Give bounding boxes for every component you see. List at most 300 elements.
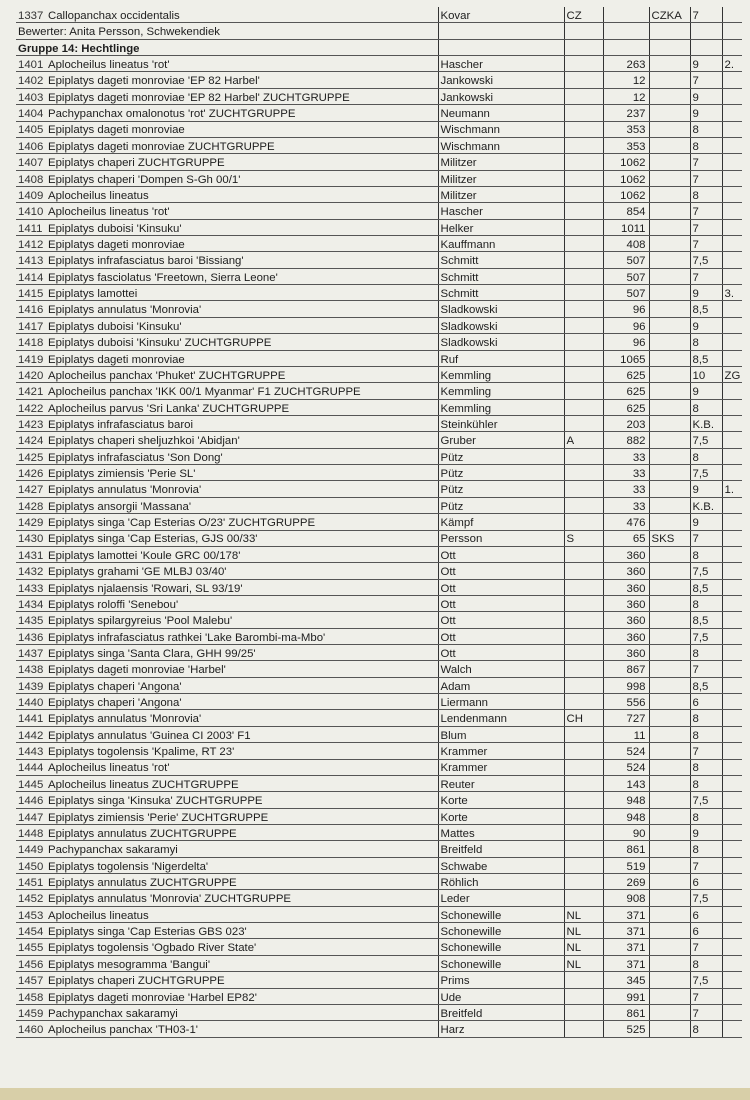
member-number-cell: 269: [603, 874, 649, 890]
species-name: Epiplatys annulatus 'Monrovia': [48, 304, 202, 317]
species-name-cell: [16, 366, 438, 382]
breeder-cell: Gruber: [438, 432, 564, 448]
table-row: [16, 1004, 742, 1020]
species-name-cell: Gruppe 14: Hechtlinge: [16, 39, 438, 55]
species-name-cell: [16, 350, 438, 366]
species-name-cell: [16, 72, 438, 88]
score-cell: 8,5: [690, 301, 722, 317]
club-cell: CZKA: [649, 7, 690, 23]
placement-cell: [722, 88, 742, 104]
species-name: Aplocheilus panchax 'IKK 00/1 Myanmar' F1 ZUCHTGRUPPE: [48, 386, 361, 399]
member-number-cell: 556: [603, 694, 649, 710]
placement-cell: [722, 874, 742, 890]
entry-number: 1408: [18, 173, 44, 186]
species-name-cell: [16, 154, 438, 170]
score-cell: 8: [690, 841, 722, 857]
species-name-cell: [16, 628, 438, 644]
table-row: [16, 939, 742, 955]
breeder-cell: Ott: [438, 612, 564, 628]
entry-number: 1421: [18, 386, 44, 399]
species-name-cell: [16, 285, 438, 301]
country-cell: [564, 628, 603, 644]
score-cell: 7: [690, 743, 722, 759]
placement-cell: [722, 350, 742, 366]
entry-number: 1434: [18, 598, 44, 611]
club-cell: [649, 890, 690, 906]
score-cell: 7,5: [690, 628, 722, 644]
placement-cell: [722, 23, 742, 39]
table-row: [16, 612, 742, 628]
country-cell: [564, 39, 603, 55]
country-cell: [564, 792, 603, 808]
score-cell: 8: [690, 137, 722, 153]
member-number-cell: 908: [603, 890, 649, 906]
species-name: Epiplatys singa 'Cap Esterias GBS 023': [48, 926, 247, 939]
score-cell: 8: [690, 334, 722, 350]
entry-number: 1403: [18, 91, 44, 104]
placement-cell: [722, 186, 742, 202]
table-row: [16, 219, 742, 235]
species-name: Aplocheilus lineatus 'rot': [48, 762, 170, 775]
score-cell: 6: [690, 906, 722, 922]
placement-cell: [722, 301, 742, 317]
species-name-cell: [16, 775, 438, 791]
score-cell: 7,5: [690, 465, 722, 481]
placement-cell: [722, 121, 742, 137]
group-title-row: [16, 39, 742, 55]
club-cell: [649, 366, 690, 382]
breeder-cell: Kemmling: [438, 366, 564, 382]
club-cell: [649, 481, 690, 497]
entry-number: 1404: [18, 108, 44, 121]
species-name: Epiplatys lamottei: [48, 288, 138, 301]
country-cell: [564, 285, 603, 301]
species-name-cell: [16, 497, 438, 513]
member-number-cell: 90: [603, 824, 649, 840]
placement-cell: [722, 530, 742, 546]
species-name: Pachypanchax omalonotus 'rot' ZUCHTGRUPPE: [48, 108, 296, 121]
score-cell: 7: [690, 203, 722, 219]
species-name: Epiplatys singa 'Kinsuka' ZUCHTGRUPPE: [48, 795, 263, 808]
species-name: Epiplatys infrafasciatus rathkei 'Lake Barombi-ma-Mbo': [48, 631, 326, 644]
table-row: [16, 56, 742, 72]
score-cell: 8: [690, 1021, 722, 1037]
placement-cell: [722, 988, 742, 1004]
member-number-cell: 1062: [603, 170, 649, 186]
member-number-cell: 237: [603, 105, 649, 121]
entry-number: 1448: [18, 827, 44, 840]
table-row: [16, 563, 742, 579]
country-cell: [564, 154, 603, 170]
placement-cell: [722, 775, 742, 791]
score-cell: 8: [690, 710, 722, 726]
table-row: [16, 595, 742, 611]
country-cell: [564, 972, 603, 988]
species-name: Epiplatys dageti monroviae 'Harbel': [48, 664, 226, 677]
species-name: Epiplatys togolensis 'Nigerdelta': [48, 860, 209, 873]
club-cell: [649, 612, 690, 628]
member-number-cell: 408: [603, 236, 649, 252]
member-number-cell: 998: [603, 677, 649, 693]
country-cell: [564, 56, 603, 72]
member-number-cell: 203: [603, 415, 649, 431]
country-cell: [564, 694, 603, 710]
club-cell: [649, 415, 690, 431]
breeder-cell: Jankowski: [438, 88, 564, 104]
member-number-cell: 507: [603, 285, 649, 301]
entry-number: 1414: [18, 271, 44, 284]
placement-cell: ZG: [722, 366, 742, 382]
breeder-cell: Walch: [438, 661, 564, 677]
club-cell: [649, 792, 690, 808]
species-name-cell: [16, 432, 438, 448]
club-cell: [649, 186, 690, 202]
country-cell: S: [564, 530, 603, 546]
country-cell: [564, 301, 603, 317]
species-name-cell: [16, 252, 438, 268]
entry-number: 1409: [18, 189, 44, 202]
breeder-cell: Jankowski: [438, 72, 564, 88]
country-cell: [564, 481, 603, 497]
member-number-cell: 507: [603, 268, 649, 284]
breeder-cell: Ude: [438, 988, 564, 1004]
species-name-cell: [16, 906, 438, 922]
breeder-cell: Adam: [438, 677, 564, 693]
club-cell: [649, 759, 690, 775]
species-name: Epiplatys infrafasciatus baroi: [48, 418, 193, 431]
species-name: Epiplatys chaperi 'Angona': [48, 680, 182, 693]
member-number-cell: 12: [603, 88, 649, 104]
club-cell: [649, 137, 690, 153]
club-cell: [649, 39, 690, 55]
species-name: Epiplatys annulatus 'Guinea CI 2003' F1: [48, 729, 251, 742]
club-cell: [649, 497, 690, 513]
placement-cell: [722, 465, 742, 481]
entry-number: 1428: [18, 500, 44, 513]
species-name: Callopanchax occidentalis: [48, 9, 180, 22]
placement-cell: [722, 1021, 742, 1037]
score-cell: 8: [690, 595, 722, 611]
species-name: Epiplatys dageti monroviae: [48, 124, 185, 137]
placement-cell: [722, 923, 742, 939]
country-cell: NL: [564, 939, 603, 955]
member-number-cell: 33: [603, 481, 649, 497]
species-name: Epiplatys njalaensis 'Rowari, SL 93/19': [48, 582, 243, 595]
member-number-cell: 96: [603, 317, 649, 333]
breeder-cell: Breitfeld: [438, 1004, 564, 1020]
placement-cell: [722, 170, 742, 186]
table-row: [16, 465, 742, 481]
member-number-cell: 360: [603, 579, 649, 595]
club-cell: [649, 56, 690, 72]
species-name-cell: [16, 1021, 438, 1037]
member-number-cell: 524: [603, 759, 649, 775]
country-cell: CZ: [564, 7, 603, 23]
member-number-cell: 371: [603, 955, 649, 971]
breeder-cell: [438, 23, 564, 39]
entry-number: 1427: [18, 484, 44, 497]
country-cell: [564, 121, 603, 137]
species-name: Epiplatys dageti monroviae 'Harbel EP82': [48, 991, 257, 1004]
table-row: [16, 448, 742, 464]
member-number-cell: 371: [603, 906, 649, 922]
table-row: [16, 252, 742, 268]
country-cell: [564, 890, 603, 906]
species-name-cell: [16, 645, 438, 661]
species-name-cell: [16, 743, 438, 759]
entry-number: 1444: [18, 762, 44, 775]
member-number-cell: 1011: [603, 219, 649, 235]
species-name: Epiplatys singa 'Cap Esterias O/23' ZUCHTGRUPPE: [48, 517, 316, 530]
country-cell: [564, 465, 603, 481]
species-name-cell: [16, 203, 438, 219]
club-cell: [649, 1004, 690, 1020]
club-cell: [649, 88, 690, 104]
table-row: [16, 792, 742, 808]
score-cell: 7: [690, 170, 722, 186]
club-cell: [649, 448, 690, 464]
table-row: [16, 497, 742, 513]
breeder-cell: Leder: [438, 890, 564, 906]
breeder-cell: Schwabe: [438, 857, 564, 873]
species-name: Epiplatys zimiensis 'Perie' ZUCHTGRUPPE: [48, 811, 269, 824]
member-number-cell: 353: [603, 121, 649, 137]
club-cell: [649, 1021, 690, 1037]
country-cell: [564, 661, 603, 677]
species-name-cell: [16, 530, 438, 546]
member-number-cell: 12: [603, 72, 649, 88]
table-row: [16, 170, 742, 186]
placement-cell: [722, 563, 742, 579]
breeder-cell: Pütz: [438, 497, 564, 513]
club-cell: [649, 334, 690, 350]
club-cell: SKS: [649, 530, 690, 546]
species-name: Epiplatys duboisi 'Kinsuku': [48, 222, 182, 235]
table-row: [16, 923, 742, 939]
member-number-cell: 371: [603, 923, 649, 939]
placement-cell: [722, 399, 742, 415]
country-cell: [564, 612, 603, 628]
results-table: [16, 7, 742, 1038]
placement-cell: [722, 219, 742, 235]
score-cell: 10: [690, 366, 722, 382]
club-cell: [649, 383, 690, 399]
species-name-cell: [16, 481, 438, 497]
entry-number: 1430: [18, 533, 44, 546]
member-number-cell: [603, 39, 649, 55]
placement-cell: 2.: [722, 56, 742, 72]
club-cell: [649, 857, 690, 873]
club-cell: [649, 563, 690, 579]
placement-cell: [722, 628, 742, 644]
entry-number: 1436: [18, 631, 44, 644]
country-cell: [564, 236, 603, 252]
member-number-cell: 360: [603, 628, 649, 644]
entry-number: 1454: [18, 926, 44, 939]
breeder-cell: Sladkowski: [438, 334, 564, 350]
table-row: [16, 285, 742, 301]
country-cell: [564, 1021, 603, 1037]
country-cell: [564, 677, 603, 693]
placement-cell: [722, 236, 742, 252]
breeder-cell: Lendenmann: [438, 710, 564, 726]
score-cell: K.B.: [690, 415, 722, 431]
entry-number: 1441: [18, 713, 44, 726]
club-cell: [649, 317, 690, 333]
breeder-cell: Kämpf: [438, 514, 564, 530]
member-number-cell: 882: [603, 432, 649, 448]
species-name-cell: [16, 857, 438, 873]
table-row: [16, 546, 742, 562]
country-cell: [564, 105, 603, 121]
breeder-cell: Helker: [438, 219, 564, 235]
score-cell: 9: [690, 481, 722, 497]
table-row: [16, 186, 742, 202]
species-name-cell: [16, 824, 438, 840]
club-cell: [649, 743, 690, 759]
club-cell: [649, 726, 690, 742]
species-name: Aplocheilus lineatus: [48, 909, 149, 922]
species-name-cell: [16, 612, 438, 628]
breeder-cell: [438, 39, 564, 55]
breeder-cell: Neumann: [438, 105, 564, 121]
entry-number: 1443: [18, 746, 44, 759]
breeder-cell: Korte: [438, 792, 564, 808]
score-cell: 8: [690, 448, 722, 464]
score-cell: 9: [690, 514, 722, 530]
placement-cell: [722, 252, 742, 268]
entry-number: 1442: [18, 729, 44, 742]
club-cell: [649, 350, 690, 366]
score-cell: 9: [690, 56, 722, 72]
country-cell: [564, 219, 603, 235]
entry-number: 1453: [18, 909, 44, 922]
member-number-cell: 861: [603, 841, 649, 857]
score-cell: 7: [690, 72, 722, 88]
table-row: [16, 579, 742, 595]
country-cell: [564, 415, 603, 431]
club-cell: [649, 546, 690, 562]
score-cell: 7,5: [690, 890, 722, 906]
species-name-cell: [16, 939, 438, 955]
species-name-cell: [16, 334, 438, 350]
club-cell: [649, 628, 690, 644]
species-name-cell: [16, 677, 438, 693]
breeder-cell: Wischmann: [438, 137, 564, 153]
club-cell: [649, 694, 690, 710]
placement-cell: [722, 677, 742, 693]
breeder-cell: Kovar: [438, 7, 564, 23]
breeder-cell: Schmitt: [438, 252, 564, 268]
country-cell: [564, 824, 603, 840]
species-name: Epiplatys dageti monroviae 'EP 82 Harbel': [48, 75, 260, 88]
breeder-cell: Pütz: [438, 481, 564, 497]
country-cell: [564, 72, 603, 88]
species-name: Epiplatys annulatus ZUCHTGRUPPE: [48, 827, 237, 840]
club-cell: [649, 939, 690, 955]
country-cell: [564, 857, 603, 873]
species-name: Epiplatys togolensis 'Kpalime, RT 23': [48, 746, 235, 759]
breeder-cell: Pütz: [438, 448, 564, 464]
score-cell: 8: [690, 186, 722, 202]
member-number-cell: 33: [603, 465, 649, 481]
table-row: [16, 7, 742, 23]
table-row: [16, 203, 742, 219]
species-name: Epiplatys roloffi 'Senebou': [48, 598, 179, 611]
species-name-cell: [16, 579, 438, 595]
entry-number: 1401: [18, 59, 44, 72]
score-cell: 7,5: [690, 432, 722, 448]
species-name: Epiplatys annulatus 'Monrovia' ZUCHTGRUPPE: [48, 893, 292, 906]
breeder-cell: Ott: [438, 563, 564, 579]
breeder-cell: Ott: [438, 546, 564, 562]
placement-cell: [722, 334, 742, 350]
score-cell: 9: [690, 285, 722, 301]
species-name-cell: [16, 808, 438, 824]
placement-cell: [722, 808, 742, 824]
score-cell: 7,5: [690, 972, 722, 988]
entry-number: 1438: [18, 664, 44, 677]
breeder-cell: Kauffmann: [438, 236, 564, 252]
country-cell: CH: [564, 710, 603, 726]
results-table-body: [16, 7, 742, 1037]
club-cell: [649, 236, 690, 252]
club-cell: [649, 808, 690, 824]
member-number-cell: 1065: [603, 350, 649, 366]
breeder-cell: Schmitt: [438, 285, 564, 301]
table-row: [16, 514, 742, 530]
country-cell: [564, 563, 603, 579]
country-cell: [564, 1004, 603, 1020]
placement-cell: [722, 497, 742, 513]
member-number-cell: 1062: [603, 154, 649, 170]
species-name: Epiplatys chaperi sheljuzhkoi 'Abidjan': [48, 435, 240, 448]
species-name: Epiplatys singa 'Santa Clara, GHH 99/25': [48, 647, 256, 660]
member-number-cell: 33: [603, 448, 649, 464]
placement-cell: [722, 203, 742, 219]
placement-cell: [722, 759, 742, 775]
entry-number: 1417: [18, 320, 44, 333]
species-name: Epiplatys ansorgii 'Massana': [48, 500, 192, 513]
member-number-cell: 991: [603, 988, 649, 1004]
entry-number: 1407: [18, 157, 44, 170]
species-name: Pachypanchax sakaramyi: [48, 844, 178, 857]
species-name-cell: [16, 415, 438, 431]
breeder-cell: Schmitt: [438, 268, 564, 284]
entry-number: 1447: [18, 811, 44, 824]
score-cell: 7,5: [690, 252, 722, 268]
breeder-cell: Militzer: [438, 186, 564, 202]
breeder-cell: Schonewille: [438, 939, 564, 955]
table-row: [16, 154, 742, 170]
table-row: [16, 743, 742, 759]
member-number-cell: 11: [603, 726, 649, 742]
club-cell: [649, 23, 690, 39]
entry-number: 1411: [18, 222, 43, 235]
breeder-cell: Hascher: [438, 203, 564, 219]
species-name-cell: [16, 923, 438, 939]
entry-number: 1418: [18, 337, 44, 350]
entry-number: 1456: [18, 958, 44, 971]
score-cell: [690, 23, 722, 39]
table-row: [16, 432, 742, 448]
club-cell: [649, 154, 690, 170]
entry-number: 1435: [18, 615, 44, 628]
country-cell: [564, 743, 603, 759]
placement-cell: [722, 710, 742, 726]
score-cell: 9: [690, 88, 722, 104]
club-cell: [649, 203, 690, 219]
